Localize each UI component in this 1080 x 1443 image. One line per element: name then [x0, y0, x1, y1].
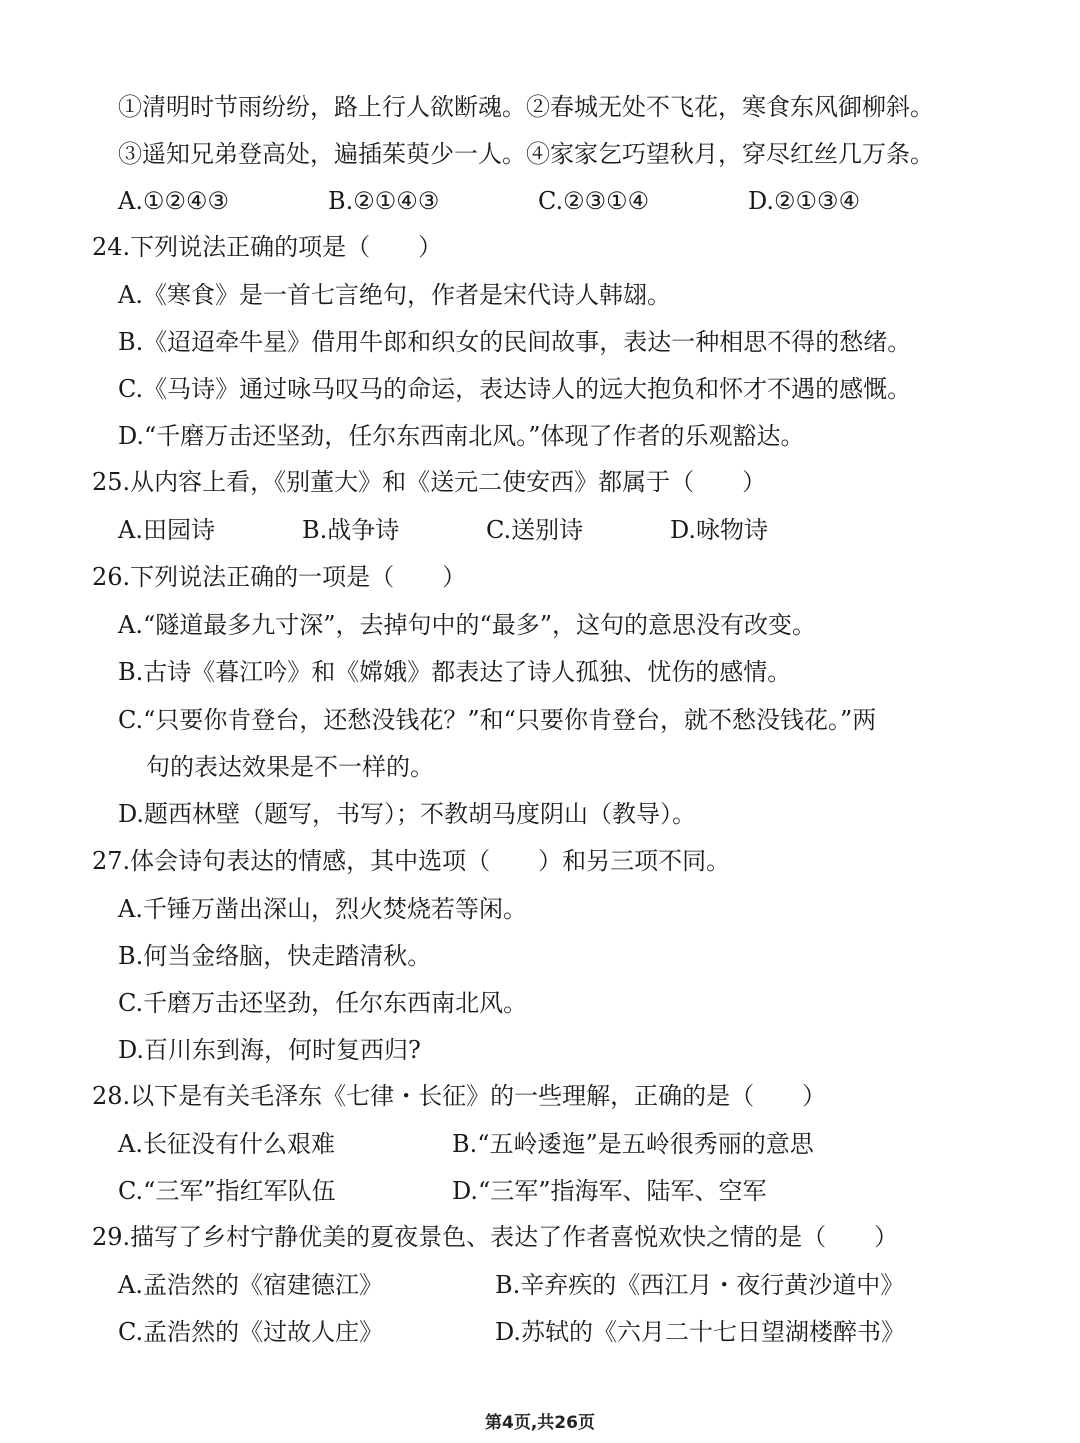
q27-option-d: D.百川东到海，何时复西归? [118, 1036, 421, 1064]
q23-option-b: B.②①④③ [328, 187, 440, 215]
q27-stem: 27.体会诗句表达的情感，其中选项（ ）和另三项不同。 [92, 847, 731, 875]
q28-stem: 28.以下是有关毛泽东《七律・长征》的一些理解，正确的是（ ） [92, 1082, 827, 1110]
q24-option-d: D.“千磨万击还坚劲，任尔东西南北风。”体现了作者的乐观豁达。 [118, 422, 805, 450]
q29-option-d: D.苏轼的《六月二十七日望湖楼醉书》 [495, 1318, 906, 1346]
q25-option-b: B.战争诗 [302, 516, 400, 544]
poem-line-2: ③遥知兄弟登高处，遍插茱萸少一人。④家家乞巧望秋月，穿尽红丝几万条。 [118, 140, 934, 168]
q23-option-a: A.①②④③ [118, 187, 230, 215]
q28-option-b: B.“五岭逶迤”是五岭很秀丽的意思 [452, 1130, 814, 1158]
page-number: 第4页,共26页 [485, 1413, 595, 1433]
q26-option-d: D.题西林壁（题写，书写）；不教胡马度阴山（教导）。 [118, 800, 697, 828]
q25-option-d: D.咏物诗 [670, 516, 769, 544]
q29-option-c: C.孟浩然的《过故人庄》 [118, 1318, 384, 1346]
q24-option-b: B.《迢迢牵牛星》借用牛郎和织女的民间故事，表达一种相思不得的愁绪。 [118, 328, 912, 356]
q23-option-d: D.②①③④ [748, 187, 861, 215]
q24-option-a: A.《寒食》是一首七言绝句，作者是宋代诗人韩翃。 [118, 281, 671, 309]
q25-option-a: A.田园诗 [118, 516, 215, 544]
q26-option-a: A.“隧道最多九寸深”，去掉句中的“最多”，这句的意思没有改变。 [118, 611, 817, 639]
q26-stem: 26.下列说法正确的一项是（ ） [92, 563, 467, 591]
q26-option-b: B.古诗《暮江吟》和《嫦娥》都表达了诗人孤独、忧伤的感情。 [118, 658, 792, 686]
q27-option-b: B.何当金络脑，快走踏清秋。 [118, 942, 432, 970]
q24-option-c: C.《马诗》通过咏马叹马的命运，表达诗人的远大抱负和怀才不遇的感慨。 [118, 375, 912, 403]
q24-stem: 24.下列说法正确的项是（ ） [92, 233, 443, 261]
q29-option-a: A.孟浩然的《宿建德江》 [118, 1271, 383, 1299]
q25-stem: 25.从内容上看，《别董大》和《送元二使安西》都属于（ ） [92, 468, 767, 496]
q28-option-a: A.长征没有什么艰难 [118, 1130, 335, 1158]
poem-line-1: ①清明时节雨纷纷，路上行人欲断魂。②春城无处不飞花，寒食东风御柳斜。 [118, 93, 934, 121]
q28-option-c: C.“三军”指红军队伍 [118, 1177, 336, 1205]
q23-option-c: C.②③①④ [538, 187, 650, 215]
q29-stem: 29.描写了乡村宁静优美的夏夜景色、表达了作者喜悦欢快之情的是（ ） [92, 1223, 899, 1251]
q28-option-d: D.“三军”指海军、陆军、空军 [452, 1177, 767, 1205]
q27-option-c: C.千磨万击还坚劲，任尔东西南北风。 [118, 989, 528, 1017]
q26-option-c: C.“只要你肯登台，还愁没钱花？”和“只要你肯登台，就不愁没钱花。”两 [118, 706, 877, 734]
q25-option-c: C.送别诗 [486, 516, 584, 544]
q27-option-a: A.千锤万凿出深山，烈火焚烧若等闲。 [118, 895, 527, 923]
q26-option-c-continued: 句的表达效果是不一样的。 [146, 753, 434, 781]
q29-option-b: B.辛弃疾的《西江月・夜行黄沙道中》 [495, 1271, 905, 1299]
